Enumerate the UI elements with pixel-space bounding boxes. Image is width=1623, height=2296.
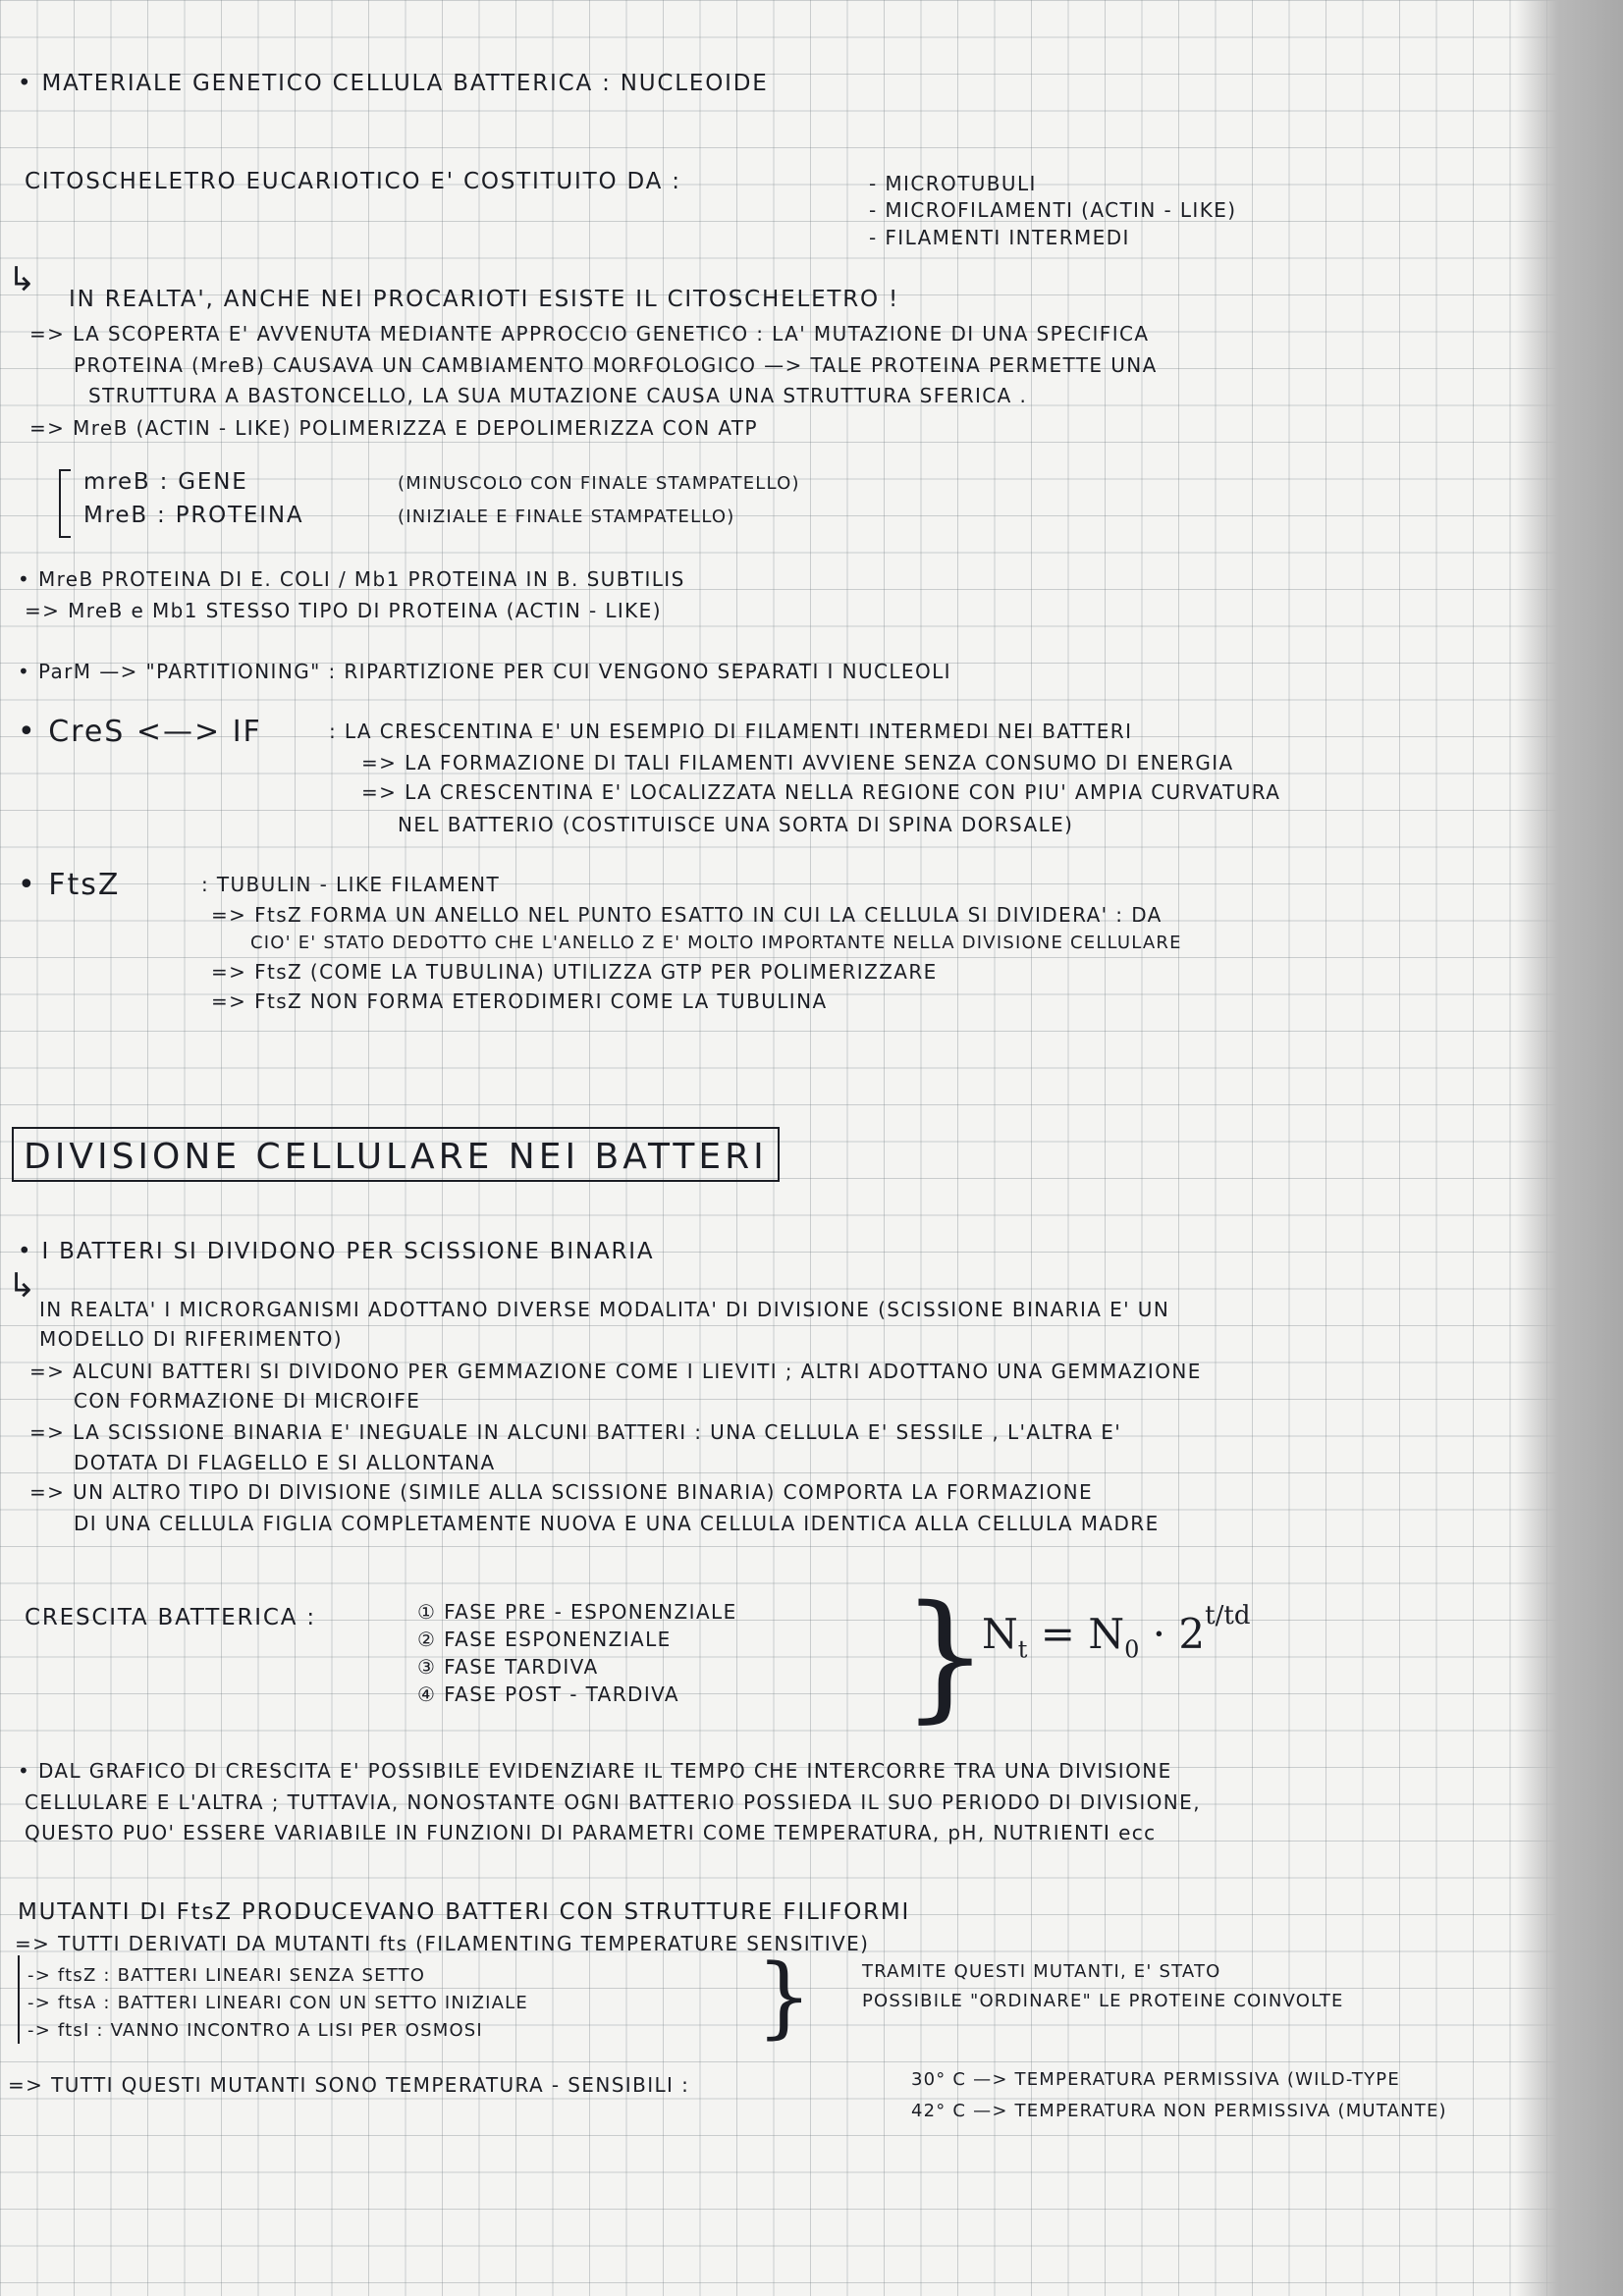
- section-title: DIVISIONE CELLULARE NEI BATTERI: [24, 1137, 768, 1177]
- note-line-gemmazione: => ALCUNI BATTERI SI DIVIDONO PER GEMMAZIONE COME I LIEVITI ; ALTRI ADOTTANO UNA GEMMAZIONE: [29, 1360, 1202, 1383]
- note-item-ftsa: -> ftsA : BATTERI LINEARI CON UN SETTO INIZIALE: [27, 1993, 528, 2013]
- note-line-altro-tipo: => UN ALTRO TIPO DI DIVISIONE (SIMILE ALLA SCISSIONE BINARIA) COMPORTA LA FORMAZIONE: [29, 1480, 1093, 1504]
- note-line-crescita: CRESCITA BATTERICA :: [25, 1605, 316, 1630]
- note-line-proteina: MreB : PROTEINA: [83, 503, 304, 528]
- note-line-proteina-explain: (INIZIALE E FINALE STAMPATELLO): [398, 507, 735, 527]
- formula-sub-t: t: [1017, 1635, 1028, 1664]
- mutants-bracket: [18, 1955, 24, 2044]
- note-line-modello: MODELLO DI RIFERIMENTO): [39, 1327, 343, 1351]
- note-line-mb1: => MreB e Mb1 STESSO TIPO DI PROTEINA (ACTIN - LIKE): [25, 599, 662, 622]
- note-line-ordinare: POSSIBILE "ORDINARE" LE PROTEINE COINVOLTE: [862, 1991, 1344, 2011]
- note-item-30c: 30° C —> TEMPERATURA PERMISSIVA (WILD-TYPE: [911, 2069, 1400, 2090]
- note-line-cellula-figlia: DI UNA CELLULA FIGLIA COMPLETAMENTE NUOVA E UNA CELLULA IDENTICA ALLA CELLULA MADRE: [74, 1512, 1160, 1535]
- note-line-ftsz: • FtsZ: [18, 868, 121, 902]
- note-line-citoscheletro: CITOSCHELETRO EUCARIOTICO E' COSTITUITO DA :: [25, 169, 681, 194]
- formula-equals: =: [1040, 1610, 1075, 1658]
- note-item-fase-1: ① FASE PRE - ESPONENZIALE: [417, 1600, 737, 1624]
- note-line-tramite: TRAMITE QUESTI MUTANTI, E' STATO: [862, 1961, 1221, 1982]
- note-line-ecoli: • MreB PROTEINA DI E. COLI / Mb1 PROTEINA IN B. SUBTILIS: [18, 567, 685, 591]
- note-item-ftsz: -> ftsZ : BATTERI LINEARI SENZA SETTO: [27, 1965, 426, 1986]
- note-line-ineguale: => LA SCISSIONE BINARIA E' INEGUALE IN ALCUNI BATTERI : UNA CELLULA E' SESSILE , L'ALTRA E': [29, 1420, 1122, 1444]
- growth-formula: [982, 1601, 1251, 1664]
- formula-times-two: · 2: [1152, 1610, 1206, 1658]
- note-line-mutanti-fts: => TUTTI DERIVATI DA MUTANTI fts (FILAMENTING TEMPERATURE SENSITIVE): [15, 1932, 870, 1955]
- note-line-crescentina: : LA CRESCENTINA E' UN ESEMPIO DI FILAMENTI INTERMEDI NEI BATTERI: [329, 720, 1133, 743]
- note-line-scoperta: => LA SCOPERTA E' AVVENUTA MEDIANTE APPROCCIO GENETICO : LA' MUTAZIONE DI UNA SPECIFICA: [29, 322, 1150, 346]
- note-item-microfilamenti: - MICROFILAMENTI (ACTIN - LIKE): [869, 198, 1237, 222]
- note-line-flagello: DOTATA DI FLAGELLO E SI ALLONTANA: [74, 1451, 496, 1474]
- note-line-procarioti: IN REALTA', ANCHE NEI PROCARIOTI ESISTE IL CITOSCHELETRO !: [69, 287, 900, 312]
- note-line-gtp: => FtsZ (COME LA TUBULINA) UTILIZZA GTP PER POLIMERIZZARE: [211, 960, 938, 984]
- note-line-temperatura-sensibili: => TUTTI QUESTI MUTANTI SONO TEMPERATURA - SENSIBILI :: [8, 2073, 690, 2097]
- note-item-microtubuli: - MICROTUBULI: [869, 172, 1037, 195]
- note-item-fase-2: ② FASE ESPONENZIALE: [417, 1628, 672, 1651]
- note-line-cres: • CreS <—> IF: [18, 715, 262, 749]
- note-line-periodo: CELLULARE E L'ALTRA ; TUTTAVIA, NONOSTANTE OGNI BATTERIO POSSIEDA IL SUO PERIODO DI DIVISIONE,: [25, 1790, 1201, 1814]
- note-line-proteina-mreb: PROTEINA (MreB) CAUSAVA UN CAMBIAMENTO MORFOLOGICO —> TALE PROTEINA PERMETTE UNA: [74, 353, 1158, 377]
- note-line-struttura: STRUTTURA A BASTONCELLO, LA SUA MUTAZIONE CAUSA UNA STRUTTURA SFERICA .: [88, 384, 1028, 407]
- note-line-gene-explain: (MINUSCOLO CON FINALE STAMPATELLO): [398, 473, 800, 494]
- note-line-parametri: QUESTO PUO' ESSERE VARIABILE IN FUNZIONI DI PARAMETRI COME TEMPERATURA, pH, NUTRIENTI ecc: [25, 1821, 1157, 1844]
- formula-n: N: [982, 1610, 1018, 1658]
- section-title-box: [12, 1127, 780, 1182]
- right-brace-icon: }: [901, 1576, 990, 1736]
- note-line-formazione: => LA FORMAZIONE DI TALI FILAMENTI AVVIENE SENZA CONSUMO DI ENERGIA: [361, 751, 1234, 774]
- note-line-eterodimeri: => FtsZ NON FORMA ETERODIMERI COME LA TUBULINA: [211, 989, 828, 1013]
- note-item-filamenti-intermedi: - FILAMENTI INTERMEDI: [869, 226, 1130, 249]
- note-line-grafico: • DAL GRAFICO DI CRESCITA E' POSSIBILE EVIDENZIARE IL TEMPO CHE INTERCORRE TRA UNA DIVISIONE: [18, 1759, 1172, 1783]
- note-item-42c: 42° C —> TEMPERATURA NON PERMISSIVA (MUTANTE): [911, 2101, 1447, 2121]
- note-line-modalita: IN REALTA' I MICRORGANISMI ADOTTANO DIVERSE MODALITA' DI DIVISIONE (SCISSIONE BINARIA E' UN: [39, 1298, 1170, 1321]
- note-line-microife: CON FORMAZIONE DI MICROIFE: [74, 1389, 421, 1413]
- hook-arrow-icon: ↳: [8, 260, 36, 299]
- formula-sub-0: 0: [1124, 1635, 1140, 1664]
- note-line-polimerizza: => MreB (ACTIN - LIKE) POLIMERIZZA E DEPOLIMERIZZA CON ATP: [29, 416, 758, 440]
- page-edge-shadow: [1515, 0, 1623, 2296]
- formula-n0: N: [1088, 1610, 1125, 1658]
- note-item-fase-3: ③ FASE TARDIVA: [417, 1655, 599, 1679]
- note-line-nucleoide: • MATERIALE GENETICO CELLULA BATTERICA : NUCLEOIDE: [18, 71, 769, 96]
- note-line-scissione-binaria: • I BATTERI SI DIVIDONO PER SCISSIONE BINARIA: [18, 1239, 655, 1264]
- note-line-spina-dorsale: NEL BATTERIO (COSTITUISCE UNA SORTA DI SPINA DORSALE): [398, 813, 1074, 836]
- formula-exponent: t/td: [1205, 1601, 1251, 1630]
- note-line-tubulin-like: : TUBULIN - LIKE FILAMENT: [201, 873, 501, 896]
- note-line-parm: • ParM —> "PARTITIONING" : RIPARTIZIONE PER CUI VENGONO SEPARATI I NUCLEOLI: [18, 660, 951, 683]
- note-line-localizzata: => LA CRESCENTINA E' LOCALIZZATA NELLA REGIONE CON PIU' AMPIA CURVATURA: [361, 780, 1281, 804]
- note-line-anello: => FtsZ FORMA UN ANELLO NEL PUNTO ESATTO IN CUI LA CELLULA SI DIVIDERA' : DA: [211, 903, 1163, 927]
- right-brace-icon-2: }: [756, 1946, 813, 2049]
- gene-protein-bracket: [59, 469, 71, 538]
- note-item-ftsi: -> ftsI : VANNO INCONTRO A LISI PER OSMOSI: [27, 2020, 483, 2041]
- note-line-gene: mreB : GENE: [83, 469, 248, 495]
- hook-arrow-icon-2: ↳: [8, 1266, 36, 1306]
- note-item-fase-4: ④ FASE POST - TARDIVA: [417, 1682, 679, 1706]
- note-line-mutanti-ftsz: MUTANTI DI FtsZ PRODUCEVANO BATTERI CON STRUTTURE FILIFORMI: [18, 1899, 911, 1925]
- note-line-anello-z: CIO' E' STATO DEDOTTO CHE L'ANELLO Z E' MOLTO IMPORTANTE NELLA DIVISIONE CELLULARE: [250, 933, 1182, 953]
